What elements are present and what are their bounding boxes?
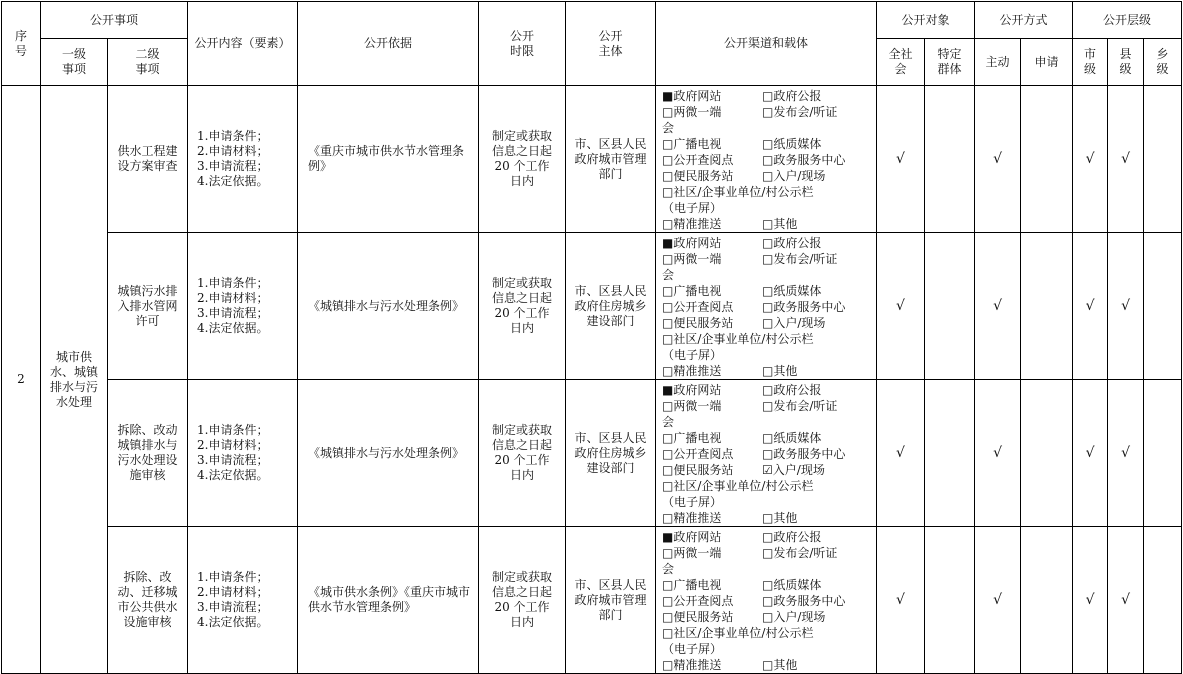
check-active: √ <box>975 233 1021 380</box>
row-time-limit: 制定或获取信息之日起 20 个工作日内 <box>479 86 566 233</box>
row-basis: 《城镇排水与污水处理条例》 <box>298 233 479 380</box>
channel-option: □纸质媒体 <box>762 578 822 592</box>
channel-option: 会 <box>662 415 675 429</box>
channel-option: （电子屏） <box>662 201 723 215</box>
channel-option: （电子屏） <box>662 642 723 656</box>
check-specific <box>925 86 975 233</box>
channel-option: □两微一端 <box>662 105 722 119</box>
channel-option: ■政府网站 <box>662 236 722 250</box>
channel-option: （电子屏） <box>662 348 723 362</box>
header-level: 公开层级 <box>1073 2 1182 39</box>
row-time-limit: 制定或获取信息之日起 20 个工作日内 <box>479 527 566 674</box>
content-item: 1.申请条件； <box>197 129 269 143</box>
check-county: √ <box>1108 380 1144 527</box>
content-item: 3.申请流程； <box>197 306 269 320</box>
channel-option: □公开查阅点 <box>662 153 734 167</box>
check-specific <box>925 233 975 380</box>
row-time-limit: 制定或获取信息之日起 20 个工作日内 <box>479 380 566 527</box>
header-level-town: 乡级 <box>1144 39 1182 86</box>
channel-option: □政府公报 <box>762 530 822 544</box>
row-channels <box>656 380 877 527</box>
check-apply <box>1021 380 1073 527</box>
channel-option: □纸质媒体 <box>762 431 822 445</box>
row-channels <box>656 86 877 233</box>
channel-option: □广播电视 <box>662 137 722 151</box>
channel-option: □其他 <box>762 217 798 231</box>
row-level2: 拆除、改动城镇排水与污水处理设施审核 <box>108 380 188 527</box>
channel-option: □政务服务中心 <box>762 594 846 608</box>
channel-option: □发布会/听证 <box>762 399 838 413</box>
row-subject: 市、区县人民政府城市管理部门 <box>566 527 656 674</box>
channel-option: □政府公报 <box>762 236 822 250</box>
check-town <box>1144 233 1182 380</box>
check-active: √ <box>975 86 1021 233</box>
row-content <box>188 380 298 527</box>
header-content: 公开内容（要素） <box>188 2 298 86</box>
check-city: √ <box>1073 527 1108 674</box>
channel-option: □社区/企事业单位/村公示栏 <box>662 332 814 346</box>
header-level-city: 市级 <box>1073 39 1108 86</box>
check-specific <box>925 527 975 674</box>
content-item: 3.申请流程； <box>197 453 269 467</box>
header-time-limit: 公开时限 <box>479 2 566 86</box>
check-city: √ <box>1073 86 1108 233</box>
row-subject: 市、区县人民政府住房城乡建设部门 <box>566 380 656 527</box>
content-item: 2.申请材料； <box>197 291 269 305</box>
channel-option: □其他 <box>762 658 798 672</box>
channel-option: □精准推送 <box>662 658 722 672</box>
row-level2: 拆除、改动、迁移城市公共供水设施审核 <box>108 527 188 674</box>
header-level2: 二级事项 <box>108 39 188 86</box>
table-row <box>2 380 1182 527</box>
content-item: 2.申请材料； <box>197 144 269 158</box>
channel-option: □公开查阅点 <box>662 300 734 314</box>
table-row <box>2 86 1182 233</box>
check-active: √ <box>975 380 1021 527</box>
channel-option: □公开查阅点 <box>662 594 734 608</box>
row-subject: 市、区县人民政府城市管理部门 <box>566 86 656 233</box>
channel-option: □发布会/听证 <box>762 546 838 560</box>
content-item: 4.法定依据。 <box>197 468 269 482</box>
row-channels <box>656 233 877 380</box>
channel-option: □发布会/听证 <box>762 252 838 266</box>
header-level-county: 县级 <box>1108 39 1144 86</box>
channel-option: □政务服务中心 <box>762 153 846 167</box>
channel-option: □便民服务站 <box>662 463 734 477</box>
row-basis: 《城镇排水与污水处理条例》 <box>298 380 479 527</box>
header-seq: 序号 <box>2 2 41 86</box>
check-county: √ <box>1108 527 1144 674</box>
channel-option: □社区/企事业单位/村公示栏 <box>662 626 814 640</box>
channel-option: □精准推送 <box>662 364 722 378</box>
channel-option: □社区/企事业单位/村公示栏 <box>662 185 814 199</box>
channel-option: □其他 <box>762 364 798 378</box>
header-level1: 一级事项 <box>41 39 108 86</box>
content-item: 1.申请条件； <box>197 276 269 290</box>
channel-option: □两微一端 <box>662 399 722 413</box>
content-item: 4.法定依据。 <box>197 615 269 629</box>
channel-option: （电子屏） <box>662 495 723 509</box>
content-item: 3.申请流程； <box>197 600 269 614</box>
channel-option: □入户/现场 <box>762 610 826 624</box>
row-content <box>188 527 298 674</box>
header-basis: 公开依据 <box>298 2 479 86</box>
channel-option: □便民服务站 <box>662 169 734 183</box>
channel-option: □精准推送 <box>662 511 722 525</box>
content-item: 3.申请流程； <box>197 159 269 173</box>
check-all-society: √ <box>877 527 925 674</box>
row-content <box>188 86 298 233</box>
content-item: 2.申请材料； <box>197 438 269 452</box>
channel-option: □纸质媒体 <box>762 137 822 151</box>
channel-option: ☑入户/现场 <box>762 463 825 477</box>
check-city: √ <box>1073 233 1108 380</box>
channel-option: ■政府网站 <box>662 383 722 397</box>
channel-option: □政府公报 <box>762 89 822 103</box>
channel-option: □便民服务站 <box>662 610 734 624</box>
header-method-apply: 申请 <box>1021 39 1073 86</box>
check-city: √ <box>1073 380 1108 527</box>
check-town <box>1144 86 1182 233</box>
row-subject: 市、区县人民政府住房城乡建设部门 <box>566 233 656 380</box>
check-all-society: √ <box>877 233 925 380</box>
check-specific <box>925 380 975 527</box>
content-item: 4.法定依据。 <box>197 174 269 188</box>
channel-option: □入户/现场 <box>762 316 826 330</box>
channel-option: □广播电视 <box>662 284 722 298</box>
channel-option: □广播电视 <box>662 578 722 592</box>
group-level1: 城市供水、城镇排水与污水处理 <box>41 86 108 674</box>
content-item: 1.申请条件； <box>197 423 269 437</box>
check-town <box>1144 527 1182 674</box>
channel-option: □两微一端 <box>662 252 722 266</box>
channel-option: □便民服务站 <box>662 316 734 330</box>
channel-option: □精准推送 <box>662 217 722 231</box>
channel-option: ■政府网站 <box>662 89 722 103</box>
channel-option: □政务服务中心 <box>762 447 846 461</box>
check-apply <box>1021 86 1073 233</box>
channel-option: □公开查阅点 <box>662 447 734 461</box>
table-row <box>2 527 1182 674</box>
content-item: 4.法定依据。 <box>197 321 269 335</box>
header-target: 公开对象 <box>877 2 975 39</box>
channel-option: □政务服务中心 <box>762 300 846 314</box>
check-apply <box>1021 527 1073 674</box>
header-subject: 公开主体 <box>566 2 656 86</box>
header-target-specific: 特定群体 <box>925 39 975 86</box>
check-town <box>1144 380 1182 527</box>
check-apply <box>1021 233 1073 380</box>
check-active: √ <box>975 527 1021 674</box>
row-basis: 《重庆市城市供水节水管理条例》 <box>298 86 479 233</box>
channel-option: □两微一端 <box>662 546 722 560</box>
row-basis: 《城市供水条例》《重庆市城市供水节水管理条例》 <box>298 527 479 674</box>
group-seq: 2 <box>2 86 41 674</box>
row-content <box>188 233 298 380</box>
check-county: √ <box>1108 86 1144 233</box>
row-channels <box>656 527 877 674</box>
row-level2: 城镇污水排入排水管网许可 <box>108 233 188 380</box>
check-all-society: √ <box>877 380 925 527</box>
check-county: √ <box>1108 233 1144 380</box>
header-method: 公开方式 <box>975 2 1073 39</box>
disclosure-table <box>1 1 1182 674</box>
table-row <box>2 233 1182 380</box>
channel-option: □入户/现场 <box>762 169 826 183</box>
channel-option: □社区/企事业单位/村公示栏 <box>662 479 814 493</box>
header-channels: 公开渠道和载体 <box>656 2 877 86</box>
channel-option: □广播电视 <box>662 431 722 445</box>
content-item: 2.申请材料； <box>197 585 269 599</box>
channel-option: □政府公报 <box>762 383 822 397</box>
channel-option: □其他 <box>762 511 798 525</box>
row-level2: 供水工程建设方案审查 <box>108 86 188 233</box>
header-target-all: 全社会 <box>877 39 925 86</box>
content-item: 1.申请条件； <box>197 570 269 584</box>
channel-option: □发布会/听证 <box>762 105 838 119</box>
channel-option: 会 <box>662 121 675 135</box>
header-matters: 公开事项 <box>41 2 188 39</box>
channel-option: ■政府网站 <box>662 530 722 544</box>
header-method-active: 主动 <box>975 39 1021 86</box>
row-time-limit: 制定或获取信息之日起 20 个工作日内 <box>479 233 566 380</box>
channel-option: 会 <box>662 268 675 282</box>
check-all-society: √ <box>877 86 925 233</box>
channel-option: 会 <box>662 562 675 576</box>
channel-option: □纸质媒体 <box>762 284 822 298</box>
